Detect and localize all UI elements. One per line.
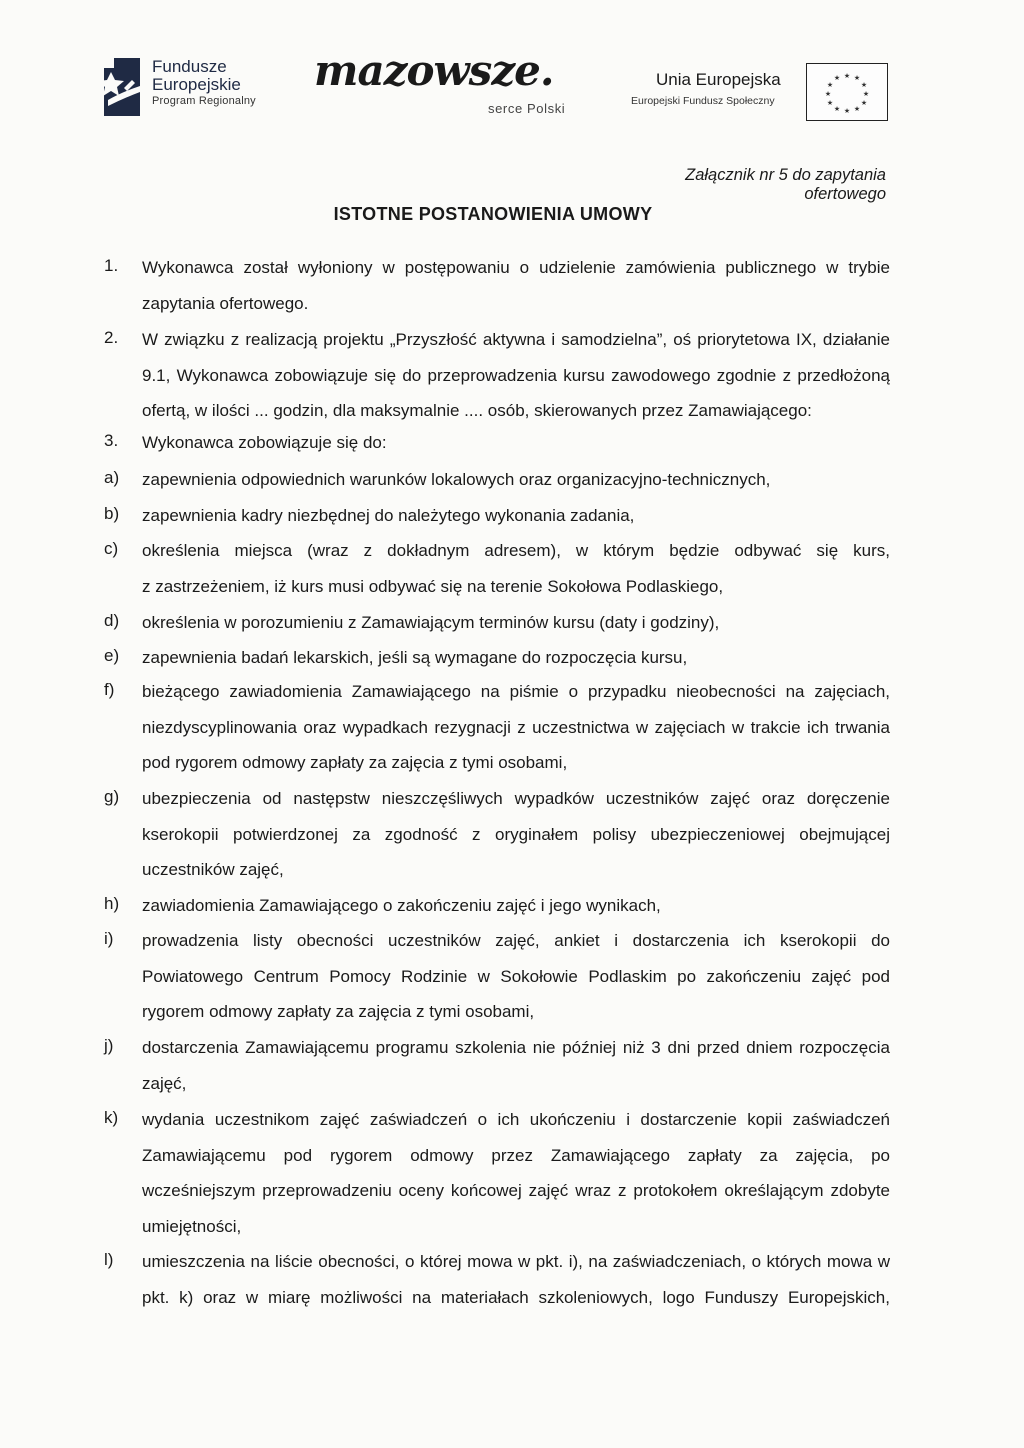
text-line: określenia w porozumieniu z Zamawiającym terminów kursu (daty i godziny), xyxy=(142,613,720,632)
list-item-text xyxy=(142,533,890,604)
svg-text:★: ★ xyxy=(826,99,834,107)
fe-logo-line3: Program Regionalny xyxy=(152,95,256,107)
page-header xyxy=(0,0,1024,130)
list-item-marker: 3. xyxy=(104,431,119,450)
annex-label: Załącznik nr 5 do zapytania ofertowego xyxy=(685,166,886,203)
list-item-marker: e) xyxy=(104,646,120,665)
eu-logo-subtitle: Europejski Fundusz Społeczny xyxy=(631,95,775,107)
text-line: Wykonawca został wyłoniony w postępowaniu o udzielenie zamówienia publicznego w trybie xyxy=(142,258,890,277)
text-line: wydania uczestnikom zajęć zaświadczeń o ich ukończeniu i dostarczenie kopii zaświadczeń xyxy=(142,1110,890,1129)
text-line: niezdyscyplinowania oraz wypadkach rezygnacji z uczestnictwa w zajęciach w trakcie ich trwania xyxy=(142,717,890,737)
svg-text:★: ★ xyxy=(860,99,868,107)
text-line: zawiadomienia Zamawiającego o zakończeniu zajęć i jego wynikach, xyxy=(142,896,661,915)
text-line: Zamawiającemu pod rygorem odmowy przez Zamawiającego zapłaty za zajęcia, po xyxy=(142,1145,890,1165)
text-line: prowadzenia listy obecności uczestników zajęć, ankiet i dostarczenia ich kserokopii do xyxy=(142,931,890,950)
svg-text:★: ★ xyxy=(862,90,870,98)
text-line: Wykonawca zobowiązuje się do: xyxy=(142,433,387,452)
list-item-text xyxy=(142,425,890,461)
list-item-text xyxy=(142,923,890,1030)
svg-text:★: ★ xyxy=(833,74,841,82)
svg-text:★: ★ xyxy=(843,107,851,115)
list-item-marker: 2. xyxy=(104,328,119,347)
list-item-marker: g) xyxy=(104,787,120,806)
text-line: W związku z realizacją projektu „Przyszłość aktywna i samodzielna”, oś priorytetowa IX, działanie xyxy=(142,330,890,349)
list-item-text xyxy=(142,640,890,676)
list-item-text xyxy=(142,674,890,781)
text-line: Powiatowego Centrum Pomocy Rodzinie w Sokołowie Podlaskim po zakończeniu zajęć pod xyxy=(142,966,890,986)
text-line: 9.1, Wykonawca zobowiązuje się do przeprowadzenia kursu zawodowego zgodnie z przedłożoną xyxy=(142,365,890,385)
list-item-marker: d) xyxy=(104,611,120,630)
list-item-text xyxy=(142,1102,890,1244)
text-line: zapewnienia kadry niezbędnej do należytego wykonania zadania, xyxy=(142,506,635,525)
list-item-text xyxy=(142,462,890,498)
list-item-text xyxy=(142,888,890,924)
mazowsze-logo-tagline: serce Polski xyxy=(488,101,566,116)
eu-flag-icon xyxy=(806,63,888,121)
list-item-text xyxy=(142,605,890,641)
text-line: pkt. k) oraz w miarę możliwości na materiałach szkoleniowych, logo Funduszy Europejskich, xyxy=(142,1287,890,1307)
text-line: zapewnienia odpowiednich warunków lokalowych oraz organizacyjno-technicznych, xyxy=(142,470,771,489)
list-item-text xyxy=(142,1030,890,1101)
text-line: określenia miejsca (wraz z dokładnym adresem), w którym będzie odbywać się kurs, xyxy=(142,541,890,560)
svg-text:★: ★ xyxy=(860,81,868,89)
document-title: ISTOTNE POSTANOWIENIA UMOWY xyxy=(333,204,653,224)
text-line: z zastrzeżeniem, iż kurs musi odbywać się na terenie Sokołowa Podlaskiego, xyxy=(142,576,724,596)
list-item-marker: i) xyxy=(104,929,114,948)
list-item-marker: l) xyxy=(104,1250,114,1269)
list-item-marker: h) xyxy=(104,894,120,913)
text-line: umiejętności, xyxy=(142,1216,242,1236)
svg-text:★: ★ xyxy=(833,105,841,113)
list-item-marker: f) xyxy=(104,680,115,699)
text-line: pod rygorem odmowy zapłaty za zajęcia z tymi osobami, xyxy=(142,753,568,772)
svg-text:★: ★ xyxy=(824,90,832,98)
text-line: wcześniejszym przeprowadzeniu oceny końcowej zajęć wraz z protokołem określającym zdobyte xyxy=(142,1181,890,1200)
list-item-text xyxy=(142,322,890,429)
svg-text:★: ★ xyxy=(843,72,851,80)
text-line: kserokopii potwierdzonej za zgodność z oryginałem polisy ubezpieczeniowej obejmującej xyxy=(142,824,890,844)
fundusze-europejskie-text xyxy=(152,58,256,107)
text-line: uczestników zajęć, xyxy=(142,860,284,879)
mazowsze-logo-word: mazowsze. xyxy=(314,46,554,95)
list-item-marker: b) xyxy=(104,504,120,523)
list-item-marker: c) xyxy=(104,539,119,558)
text-line: ubezpieczenia od następstw nieszczęśliwych wypadków uczestników zajęć oraz doręczenie xyxy=(142,789,890,808)
text-line: zajęć, xyxy=(142,1073,187,1093)
text-line: bieżącego zawiadomienia Zamawiającego na piśmie o przypadku nieobecności na zajęciach, xyxy=(142,682,890,701)
fe-logo-line2: Europejskie xyxy=(152,75,241,94)
svg-text:★: ★ xyxy=(826,81,834,89)
svg-text:★: ★ xyxy=(853,105,861,113)
list-item-marker: j) xyxy=(104,1036,114,1055)
fe-logo-line1: Fundusze xyxy=(152,57,227,76)
list-item-marker: 1. xyxy=(104,256,119,275)
text-line: ofertą, w ilości ... godzin, dla maksymalnie .... osób, skierowanych przez Zamawiającego: xyxy=(142,401,812,420)
list-item-marker: a) xyxy=(104,468,120,487)
list-item-text xyxy=(142,781,890,888)
svg-text:★: ★ xyxy=(853,74,861,82)
text-line: rygorem odmowy zapłaty za zajęcia z tymi osobami, xyxy=(142,1002,535,1021)
text-line: dostarczenia Zamawiającemu programu szkolenia nie później niż 3 dni przed dniem rozpoczęcia xyxy=(142,1038,890,1057)
list-item-text xyxy=(142,498,890,534)
text-line: umieszczenia na liście obecności, o której mowa w pkt. i), na zaświadczeniach, o których mowa w xyxy=(142,1252,890,1271)
list-item-text xyxy=(142,1244,890,1315)
text-line: zapewnienia badań lekarskich, jeśli są wymagane do rozpoczęcia kursu, xyxy=(142,648,688,667)
eu-logo-title: Unia Europejska xyxy=(656,70,781,89)
list-item-marker: k) xyxy=(104,1108,119,1127)
text-line: zapytania ofertowego. xyxy=(142,293,309,313)
fundusze-europejskie-logo-icon xyxy=(104,58,140,116)
list-item-text xyxy=(142,250,890,321)
